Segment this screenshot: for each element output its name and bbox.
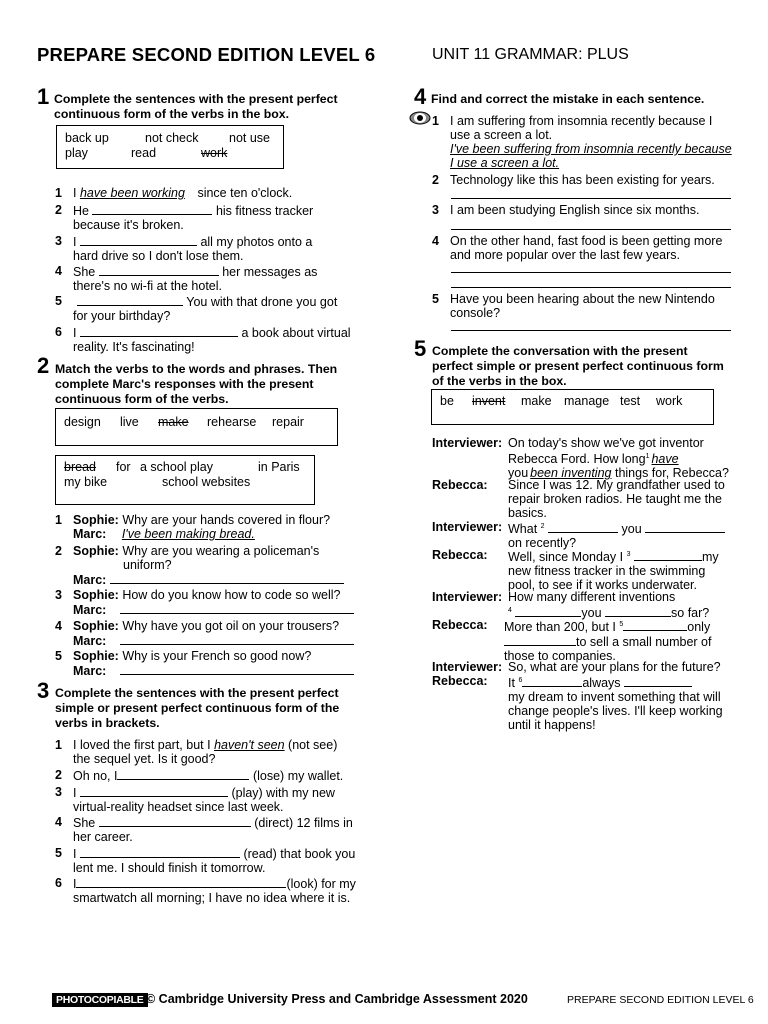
item-text: Why are you wearing a policeman's [122, 544, 320, 558]
answer-line[interactable] [451, 272, 731, 273]
answer-blank[interactable] [120, 663, 354, 675]
dialogue-text: Since I was 12. My grandfather used to [508, 478, 725, 492]
item-number: 2 [55, 544, 62, 558]
word-box-item: not check [145, 131, 199, 145]
section-2-phrase-box [55, 455, 315, 505]
word-box-item-example: make [158, 415, 189, 429]
item-text: (lose) my wallet. [252, 769, 344, 783]
item-text: I [73, 235, 77, 249]
word-box-item: repair [272, 415, 304, 429]
section-2-verb-box [55, 408, 338, 446]
word-box-item: school websites [162, 475, 251, 489]
item-number: 1 [432, 114, 439, 128]
speaker-rebecca: Rebecca: [432, 618, 488, 632]
s3-item-3 [55, 785, 365, 815]
item-text: the sequel yet. Is it good? [73, 752, 216, 766]
item-number: 1 [55, 738, 62, 752]
item-number: 4 [55, 264, 62, 278]
answer-blank[interactable] [548, 521, 618, 533]
item-text: and more popular over the last few years. [450, 248, 680, 262]
section-2-instruction-line3: continuous form of the verbs. [55, 392, 229, 406]
word-box-item: manage [564, 394, 610, 408]
item-text: Why are your hands covered in flour? [122, 513, 331, 527]
speaker-sophie: Sophie: [73, 619, 119, 633]
word-box-item-example: invent [472, 394, 506, 408]
item-text: Technology like this has been existing for years. [450, 173, 715, 187]
section-3-instruction-line1: Complete the sentences with the present perfect [55, 686, 339, 700]
s1-item-6 [55, 325, 365, 355]
item-text: Oh no, I [73, 769, 118, 783]
item-text: for your birthday? [73, 309, 171, 323]
word-box-item-example: work [201, 146, 228, 160]
answer-blank[interactable] [110, 572, 344, 584]
speaker-marc: Marc: [73, 664, 107, 678]
s2-item-5 [55, 649, 365, 679]
item-text: all my photos onto a [200, 235, 313, 249]
s4-item-4 [432, 234, 752, 264]
answer-blank[interactable] [99, 264, 219, 276]
word-box-item: not use [229, 131, 271, 145]
item-number: 3 [55, 785, 62, 799]
s2-item-2 [55, 544, 365, 588]
word-box-item: my bike [64, 475, 108, 489]
answer-blank[interactable] [515, 605, 581, 617]
section-4-instruction: Find and correct the mistake in each sentence. [431, 92, 705, 106]
answer-blank[interactable] [117, 768, 249, 780]
example-answer: been inventing [530, 466, 612, 481]
photocopiable-badge: PHOTOCOPIABLE [52, 993, 148, 1007]
item-text: Have you been hearing about the new Nintendo [450, 292, 715, 306]
s3-item-2 [55, 768, 365, 784]
word-box-item: rehearse [207, 415, 257, 429]
s1-item-2 [55, 203, 365, 233]
item-text: (direct) 12 films in [254, 816, 353, 830]
word-box-item: for [116, 460, 131, 474]
item-text: I [73, 326, 77, 340]
speaker-rebecca: Rebecca: [432, 674, 488, 688]
item-number: 2 [55, 768, 62, 782]
word-box-item: work [656, 394, 683, 408]
copyright-text: © Cambridge University Press and Cambridge Assessment 2020 [146, 992, 528, 1006]
item-text: console? [450, 306, 501, 320]
item-text: because it's broken. [73, 218, 184, 232]
item-text: lent me. I should finish it tomorrow. [73, 861, 266, 875]
item-number: 6 [55, 876, 62, 890]
item-text: I [73, 186, 77, 200]
answer-blank[interactable] [92, 203, 212, 215]
s1-item-5 [55, 294, 365, 324]
item-number: 2 [432, 173, 439, 187]
item-number: 2 [55, 203, 62, 217]
dialogue-text: repair broken radios. He taught me the [508, 492, 723, 506]
item-text: since ten o'clock. [197, 186, 293, 200]
section-5-instruction-line1: Complete the conversation with the present [432, 344, 688, 358]
dialogue-text: things for, Rebecca? [614, 466, 729, 481]
answer-blank[interactable] [99, 815, 251, 827]
dialogue-line: What $^2$ you on recently? [508, 520, 758, 550]
speaker-rebecca: Rebecca: [432, 548, 488, 562]
item-number: 4 [432, 234, 439, 248]
item-text: I loved the first part, but I [73, 738, 211, 752]
answer-blank[interactable] [504, 634, 576, 646]
s1-item-3 [55, 234, 365, 264]
dialogue-text: you [508, 466, 529, 481]
answer-line[interactable] [451, 229, 731, 230]
speaker-interviewer: Interviewer: [432, 590, 503, 604]
footer-level: PREPARE SECOND EDITION LEVEL 6 [567, 994, 754, 1006]
dialogue-text: Well, since Monday I [508, 550, 624, 565]
word-box-item: a school play [140, 460, 213, 474]
example-answer: I use a screen a lot. [450, 156, 560, 170]
item-text: Why is your French so good now? [122, 649, 312, 663]
item-number: 4 [55, 619, 62, 633]
item-text: I am been studying English since six months. [450, 203, 700, 217]
dialogue-text: More than 200, but I [504, 620, 616, 635]
item-text: Why have you got oil on your trousers? [122, 619, 340, 633]
answer-blank[interactable] [624, 675, 692, 687]
item-number: 5 [432, 292, 439, 306]
speaker-marc: Marc: [73, 527, 107, 541]
dialogue-text: until it happens! [508, 718, 596, 733]
word-box-item: be [440, 394, 454, 408]
item-text: use a screen a lot. [450, 128, 553, 142]
dialogue-text: So, what are your plans for the future? [508, 660, 721, 674]
speaker-interviewer: Interviewer: [432, 660, 503, 674]
dialogue-text: basics. [508, 506, 547, 520]
item-text: I [73, 847, 77, 861]
s3-item-6 [55, 876, 365, 906]
speaker-sophie: Sophie: [73, 513, 119, 527]
word-box-item: read [131, 146, 157, 160]
dialogue-line: On today's show we've got inventor Rebecca Ford. How long$^1$ have you been inventing things for, Rebecca? [508, 436, 729, 481]
section-4-number: 4 [414, 84, 427, 109]
item-text: I [73, 786, 77, 800]
dialogue-text: so far? [671, 606, 710, 621]
answer-blank[interactable] [522, 675, 582, 687]
s4-item-5 [432, 292, 752, 322]
item-number: 3 [432, 203, 439, 217]
answer-blank[interactable] [80, 846, 240, 858]
answer-blank[interactable] [76, 876, 286, 888]
item-number: 5 [55, 649, 62, 663]
example-answer: have been working [79, 186, 185, 200]
speaker-interviewer: Interviewer: [432, 520, 503, 534]
item-text: How do you know how to code so well? [122, 588, 341, 602]
speaker-sophie: Sophie: [73, 588, 119, 602]
section-1-instruction-line2: continuous form of the verbs in the box. [54, 107, 290, 121]
item-text: his fitness tracker [215, 204, 314, 218]
answer-blank[interactable] [605, 605, 671, 617]
example-answer: I've been suffering from insomnia recently because [450, 142, 732, 156]
section-2-instruction-line2: complete Marc's responses with the present [55, 377, 314, 391]
answer-blank[interactable] [634, 549, 702, 561]
item-text: She [73, 816, 96, 830]
answer-blank[interactable] [623, 619, 687, 631]
dialogue-line: It $^6$ always my dream to invent something that will change people's lives. I'll keep working until it happens! [508, 676, 723, 733]
example-eye-icon [409, 111, 431, 125]
word-box-item: back up [65, 131, 109, 145]
answer-blank[interactable] [120, 602, 354, 614]
s3-item-5 [55, 846, 365, 876]
dialogue-text: you [621, 522, 642, 537]
word-box-item: live [120, 415, 139, 429]
section-3-number: 3 [37, 678, 50, 703]
item-text: I [73, 877, 77, 891]
item-text: her messages as [222, 265, 318, 279]
dialogue-text: on recently? [508, 536, 577, 551]
word-box-item-example: bread [64, 460, 96, 474]
section-5-number: 5 [414, 336, 427, 361]
item-number: 6 [55, 325, 62, 339]
section-1-number: 1 [37, 84, 50, 109]
item-text: You with that drone you got [186, 295, 338, 309]
item-text: (look) for my [286, 877, 356, 891]
item-text: virtual-reality headset since last week. [73, 800, 284, 814]
answer-line[interactable] [451, 287, 731, 288]
example-answer: have [651, 452, 679, 467]
section-2-instruction-line1: Match the verbs to the words and phrases. Then [55, 362, 338, 376]
dialogue-line: How many different inventions $^4$ you so far? [508, 590, 710, 621]
speaker-marc: Marc: [73, 603, 107, 617]
s2-item-3 [55, 588, 365, 618]
answer-blank[interactable] [80, 234, 197, 246]
item-text: smartwatch all morning; I have no idea where it is. [73, 891, 351, 905]
speaker-sophie: Sophie: [73, 544, 119, 558]
speaker-marc: Marc: [73, 573, 107, 587]
dialogue-text: pool, to see if it works underwater. [508, 578, 697, 593]
item-text: (read) that book you [243, 847, 356, 861]
item-text: a book about virtual [241, 326, 351, 340]
section-5-word-box [431, 389, 714, 425]
item-text: uniform? [123, 558, 172, 572]
item-text: her career. [73, 830, 133, 844]
speaker-marc: Marc: [73, 634, 107, 648]
s3-item-4 [55, 815, 365, 845]
section-3-instruction-line2: simple or present perfect continuous form of the [55, 701, 340, 715]
item-text: hard drive so I don't lose them. [73, 249, 244, 263]
answer-blank[interactable] [645, 521, 725, 533]
item-number: 4 [55, 815, 62, 829]
dialogue-text: to sell a small number of [576, 635, 712, 650]
dialogue-text: new fitness tracker in the swimming [508, 564, 706, 579]
dialogue-text: my dream to invent something that will [508, 690, 721, 705]
item-text: He [73, 204, 89, 218]
unit-title: UNIT 11 GRAMMAR: PLUS [432, 46, 629, 63]
answer-blank[interactable] [120, 633, 354, 645]
s3-item-1 [55, 738, 365, 768]
item-number: 3 [55, 234, 62, 248]
dialogue-line [508, 478, 758, 520]
dialogue-text: It [508, 676, 515, 691]
section-3-instruction-line3: verbs in brackets. [55, 716, 160, 730]
section-2-number: 2 [37, 353, 50, 378]
dialogue-text: On today's show we've got inventor [508, 436, 704, 450]
dialogue-text: How many different inventions [508, 590, 676, 604]
speaker-rebecca: Rebecca: [432, 478, 488, 492]
item-number: 3 [55, 588, 62, 602]
dialogue-text: only [687, 620, 711, 635]
word-box-item: design [64, 415, 101, 429]
section-5-instruction-line3: of the verbs in the box. [432, 374, 567, 388]
example-answer: haven't seen [214, 738, 285, 752]
word-box-item: test [620, 394, 641, 408]
item-text: reality. It's fascinating! [73, 340, 195, 354]
item-number: 1 [55, 186, 62, 200]
answer-blank[interactable] [80, 785, 228, 797]
dialogue-text: change people's lives. I'll keep working [508, 704, 723, 719]
section-1-instruction-line1: Complete the sentences with the present perfect [54, 92, 338, 106]
dialogue-text: always [582, 676, 621, 691]
dialogue-text: my [701, 550, 719, 565]
item-text: On the other hand, fast food is been getting more [450, 234, 723, 248]
s4-item-1 [432, 114, 752, 170]
speaker-sophie: Sophie: [73, 649, 119, 663]
dialogue-text: you [581, 606, 602, 621]
item-text: there's no wi-fi at the hotel. [73, 279, 222, 293]
item-number: 1 [55, 513, 62, 527]
dialogue-text: Rebecca Ford. How long [508, 452, 646, 467]
word-box-item: play [65, 146, 88, 160]
page-title: PREPARE SECOND EDITION LEVEL 6 [37, 44, 376, 65]
s2-item-1 [55, 513, 365, 543]
item-text: (play) with my new [231, 786, 335, 800]
word-box-item: make [521, 394, 552, 408]
dialogue-line [508, 660, 758, 674]
item-number: 5 [55, 846, 62, 860]
answer-blank[interactable] [80, 325, 238, 337]
item-text: She [73, 265, 96, 279]
s1-item-4 [55, 264, 365, 294]
dialogue-line: Well, since Monday I $^3$ my new fitness tracker in the swimming pool, to see if it works underwater. [508, 550, 719, 593]
word-box-item: in Paris [258, 460, 300, 474]
item-text: I am suffering from insomnia recently because I [450, 114, 713, 128]
answer-line[interactable] [451, 330, 731, 331]
dialogue-text: those to companies. [504, 649, 616, 664]
answer-blank[interactable] [77, 294, 183, 306]
section-5-instruction-line2: perfect simple or present perfect continuous form [432, 359, 724, 373]
example-answer: I've been making bread. [121, 527, 255, 541]
dialogue-line: More than 200, but I $^5$ only to sell a small number of those to companies. [504, 620, 712, 664]
dialogue-text: What [508, 522, 538, 537]
speaker-interviewer: Interviewer: [432, 436, 503, 450]
s2-item-4 [55, 619, 365, 649]
section-1-word-box [56, 125, 284, 169]
item-number: 5 [55, 294, 62, 308]
item-text: (not see) [288, 738, 338, 752]
answer-line[interactable] [451, 198, 731, 199]
